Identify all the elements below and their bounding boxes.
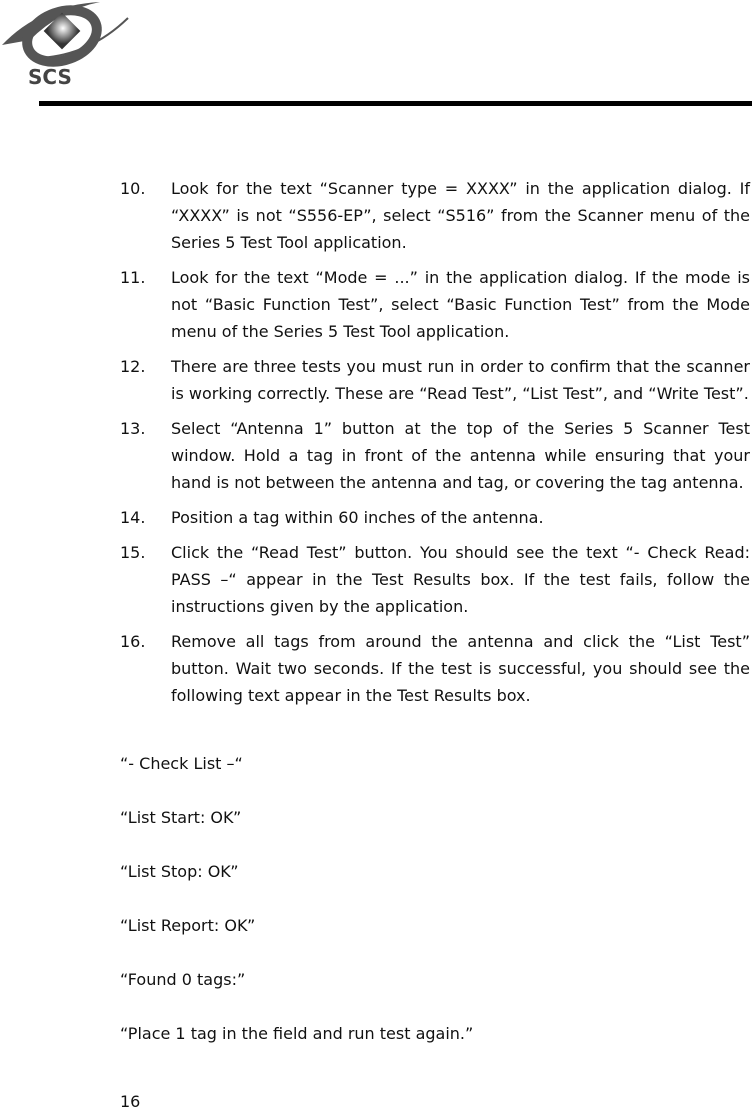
step-number: 13. — [120, 419, 146, 438]
step-item — [120, 175, 750, 256]
result-line: “List Report: OK” — [120, 916, 256, 935]
step-item — [120, 353, 750, 407]
step-text: Click the “Read Test” button. You should see the text “- Check Read: PASS –“ appear in the Test Results box. If the test fails, follow the instructions given by the application. — [171, 543, 750, 616]
result-line: “Found 0 tags:” — [120, 970, 246, 989]
step-text: Position a tag within 60 inches of the antenna. — [171, 508, 544, 527]
step-item — [120, 504, 750, 531]
instruction-list — [120, 175, 750, 717]
step-text: Select “Antenna 1” button at the top of the Series 5 Scanner Test window. Hold a tag in front of the antenna while ensuring that your hand is not between the antenna and tag, or covering the tag antenna. — [171, 419, 750, 492]
step-number: 14. — [120, 508, 146, 527]
step-text: Look for the text “Mode = ...” in the application dialog. If the mode is not “Basic Function Test”, select “Basic Function Test” from the Mode menu of the Series 5 Test Tool application. — [171, 268, 750, 341]
step-number: 16. — [120, 632, 146, 651]
step-number: 10. — [120, 179, 146, 198]
result-line: “Place 1 tag in the field and run test again.” — [120, 1024, 474, 1043]
scs-logo — [0, 0, 130, 90]
step-text: There are three tests you must run in order to confirm that the scanner is working correctly. These are “Read Test”, “List Test”, and “Write Test”. — [171, 357, 750, 403]
step-item — [120, 628, 750, 709]
result-line: “List Stop: OK” — [120, 862, 239, 881]
result-line: “- Check List –“ — [120, 754, 243, 773]
step-item — [120, 264, 750, 345]
step-item — [120, 539, 750, 620]
step-text: Look for the text “Scanner type = XXXX” in the application dialog. If “XXXX” is not “S556-EP”, select “S516” from the Scanner menu of the Series 5 Test Tool application. — [171, 179, 750, 252]
step-number: 11. — [120, 268, 146, 287]
result-line: “List Start: OK” — [120, 808, 242, 827]
step-item — [120, 415, 750, 496]
step-text: Remove all tags from around the antenna and click the “List Test” button. Wait two seconds. If the test is successful, you should see the following text appear in the Test Results box. — [171, 632, 750, 705]
header-rule — [39, 101, 752, 106]
step-number: 12. — [120, 357, 146, 376]
svg-text:SCS: SCS — [28, 65, 72, 89]
page-number: 16 — [120, 1092, 141, 1111]
step-number: 15. — [120, 543, 146, 562]
test-results-text — [120, 750, 473, 1074]
